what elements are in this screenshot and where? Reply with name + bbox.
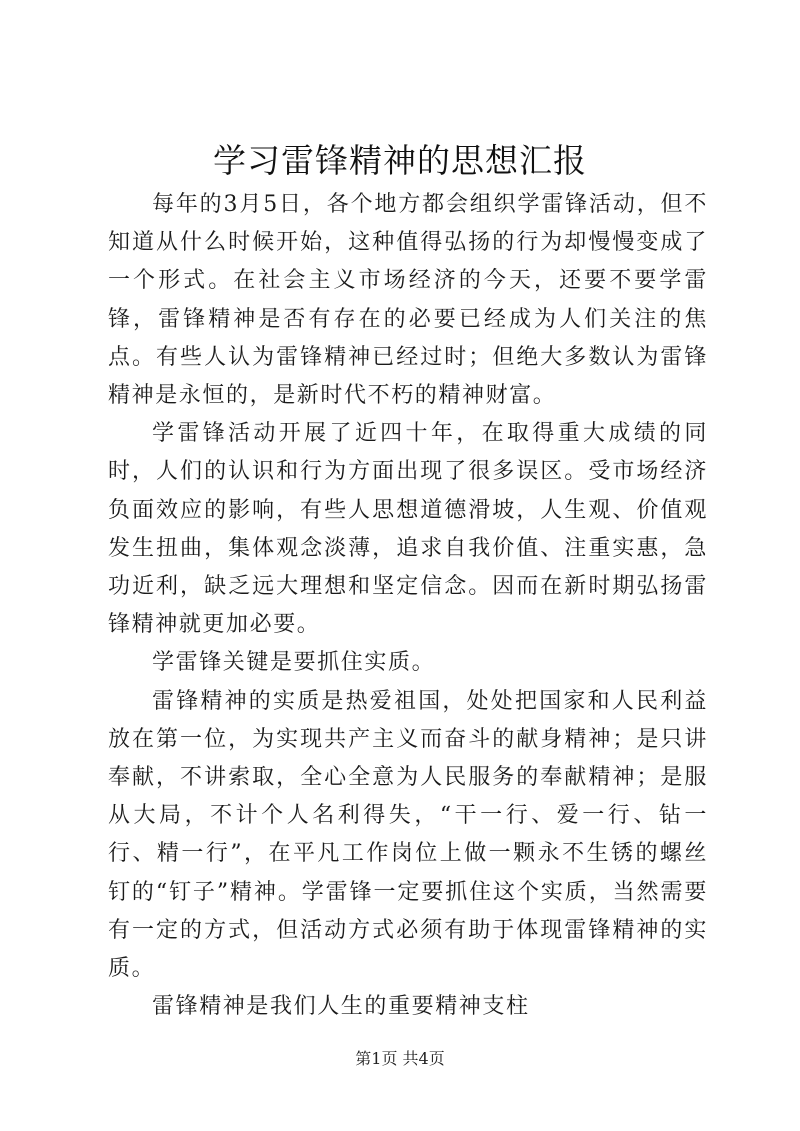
paragraph-5: 雷锋精神是我们人生的重要精神支柱 (152, 994, 530, 1020)
paragraph-1: 每年的3月5日，各个地方都会组织学雷锋活动，但不知道从什么时候开始，这种值得弘扬的行为却慢慢变成了一个形式。在社会主义市场经济的今天，还要不要学雷锋，雷锋精神是否有存在的必要已经成为人们关注的焦点。有些人认为雷锋精神已经过时；但绝大多数认为雷锋精神是永恒的，是新时代不朽的精神财富。 (108, 192, 708, 409)
paragraph-4: 雷锋精神的实质是热爱祖国，处处把国家和人民利益放在第一位，为实现共产主义而奋斗的献身精神；是只讲奉献，不讲索取，全心全意为人民服务的奉献精神；是服从大局，不计个人名利得失，“干一行、爱一行、钻一行、精一行”，在平凡工作岗位上做一颗永不生锈的螺丝钉的“钉子”精神。学雷锋一定要抓住这个实质，当然需要有一定的方式，但活动方式必须有助于体现雷锋精神的实质。 (108, 688, 708, 982)
page-footer (0, 1048, 800, 1070)
document-body (108, 186, 708, 1026)
document-title: 学习雷锋精神的思想汇报 (213, 141, 587, 180)
page-number-label: 第1页 共4页 (355, 1049, 445, 1068)
paragraph-3: 学雷锋关键是要抓住实质。 (152, 650, 436, 676)
paragraph-2: 学雷锋活动开展了近四十年，在取得重大成绩的同时，人们的认识和行为方面出现了很多误区。受市场经济负面效应的影响，有些人思想道德滑坡，人生观、价值观发生扭曲，集体观念淡薄，追求自我价值、注重实惠，急功近利，缺乏远大理想和坚定信念。因而在新时期弘扬雷锋精神就更加必要。 (108, 421, 708, 638)
